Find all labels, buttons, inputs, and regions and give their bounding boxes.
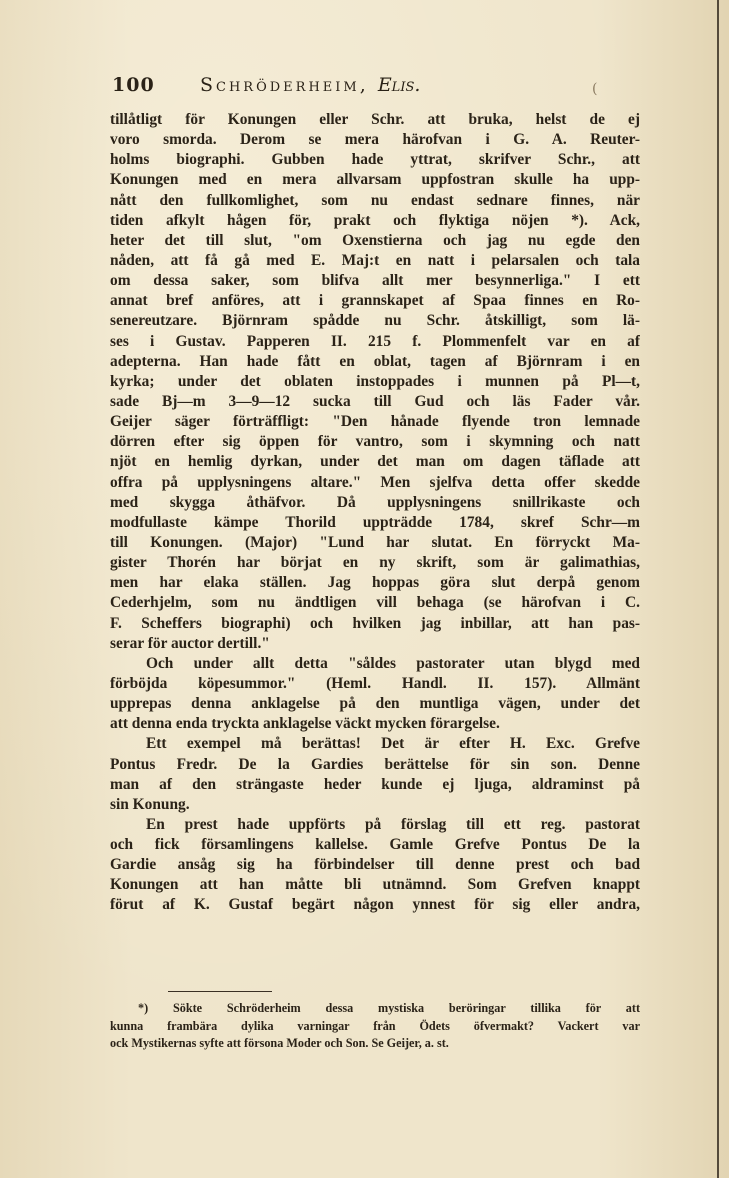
body-line: offra på upplysningens altare." Men sjelfva detta offer skedde <box>110 473 640 491</box>
body-line: med skygga åthäfvor. Då upplysningens snillrikaste och <box>110 493 640 511</box>
body-line: men har elaka ställen. Jag hoppas göra slut derpå genom <box>110 574 640 592</box>
page-number: 100 <box>112 74 155 96</box>
body-line: Och under allt detta "såldes pastorater utan blygd med <box>146 654 640 672</box>
body-line: förut af K. Gustaf begärt någon ynnest för sig eller andra, <box>110 896 640 914</box>
footnote-divider <box>168 991 272 992</box>
body-line: Pontus Fredr. De la Gardies berättelse för sin son. Denne <box>110 755 640 773</box>
body-line: sin Konung. <box>110 795 190 813</box>
body-line: En prest hade uppförts på förslag till ett reg. pastorat <box>146 815 640 833</box>
running-head-given-name: Elis. <box>377 74 421 96</box>
body-line: till Konungen. (Major) "Lund har slutat. En förryckt Ma- <box>110 533 640 551</box>
body-line: nåden, att få gå med E. Maj:t en natt i pelarsalen och tala <box>110 251 640 269</box>
body-line: F. Scheffers biographi) och hvilken jag inbillar, att han pas- <box>110 614 640 632</box>
body-line: Ett exempel må berättas! Det är efter H. Exc. Grefve <box>146 735 640 753</box>
body-line: voro smorda. Derom se mera härofvan i G. A. Reuter- <box>110 131 640 149</box>
body-line: heter det till slut, "om Oxenstierna och jag nu egde den <box>110 231 640 249</box>
body-line: ses i Gustav. Papperen II. 215 f. Plommenfelt var en af <box>110 332 640 350</box>
body-line: senereutzare. Björnram spådde nu Schr. åtskilligt, som lä- <box>110 312 640 330</box>
body-line: och fick församlingens kallelse. Gamle Grefve Pontus De la <box>110 836 640 854</box>
body-line: tiden afkylt hågen för, prakt och flyktiga nöjen *). Ack, <box>110 211 640 229</box>
running-head <box>200 72 420 98</box>
body-line: njöt en hemlig dyrkan, under det man om dagen täflade att <box>110 453 640 471</box>
margin-mark: ( <box>592 81 598 97</box>
body-line: kyrka; under det oblaten instoppades i munnen på Pl—t, <box>110 372 640 390</box>
body-line: Konungen med en mera allvarsam uppfostran skulle ha upp- <box>110 171 640 189</box>
footnote-line: *) Sökte Schröderheim dessa mystiska beröringar tillika för att <box>138 1001 640 1015</box>
footnote-line: ock Mystikernas syfte att försona Moder och Son. Se Geijer, a. st. <box>110 1036 449 1050</box>
footnote <box>110 1000 640 1053</box>
body-line: serar för auctor dertill." <box>110 634 270 652</box>
body-line: holms biographi. Gubben hade yttrat, skrifver Schr., att <box>110 151 640 169</box>
body-line: adepterna. Han hade fått en oblat, tagen af Björnram i en <box>110 352 640 370</box>
running-head-surname: Schröderheim, <box>200 74 369 96</box>
body-line: Cederhjelm, som nu ändtligen vill behaga (se härofvan i C. <box>110 594 640 612</box>
body-line: modfullaste kämpe Thorild uppträdde 1784, skref Schr—m <box>110 513 640 531</box>
body-line: tillåtligt för Konungen eller Schr. att bruka, helst de ej <box>110 111 640 128</box>
footnote-line: kunna frambära dylika varningar från Ödets öfvermakt? Vackert var <box>110 1018 640 1033</box>
page-header <box>112 72 612 98</box>
body-line: förböjda köpesummor." (Heml. Handl. II. 157). Allmänt <box>110 674 640 692</box>
body-line: upprepas denna anklagelse på den muntliga vägen, under det <box>110 695 640 713</box>
body-line: annat bref anföres, att i grannskapet af Spaa finnes en Ro- <box>110 292 640 310</box>
body-text <box>110 110 640 916</box>
page-edge-rule <box>717 0 719 1178</box>
body-line: man af den strängaste heder kunde ej ljuga, aldraminst på <box>110 775 640 793</box>
body-line: Geijer säger förträffligt: "Den hånade flyende tron lemnade <box>110 413 640 431</box>
body-line: gister Thorén har börjat en ny skrift, som är galimathias, <box>110 554 640 572</box>
body-line: om dessa saker, som blifva allt mer besynnerliga." I ett <box>110 272 640 290</box>
body-line: sade Bj—m 3—9—12 sucka till Gud och läs Fader vår. <box>110 392 640 410</box>
body-line: dörren efter sig öppen för vantro, som i skymning och natt <box>110 433 640 451</box>
body-line: Gardie ansåg sig ha förbindelser till denne prest och bad <box>110 856 640 874</box>
body-line: att denna enda tryckta anklagelse väckt mycken förargelse. <box>110 715 500 733</box>
body-line: Konungen att han måtte bli utnämnd. Som Grefven knappt <box>110 876 640 894</box>
body-line: nått den fullkomlighet, som nu endast sednare finnes, när <box>110 191 640 209</box>
